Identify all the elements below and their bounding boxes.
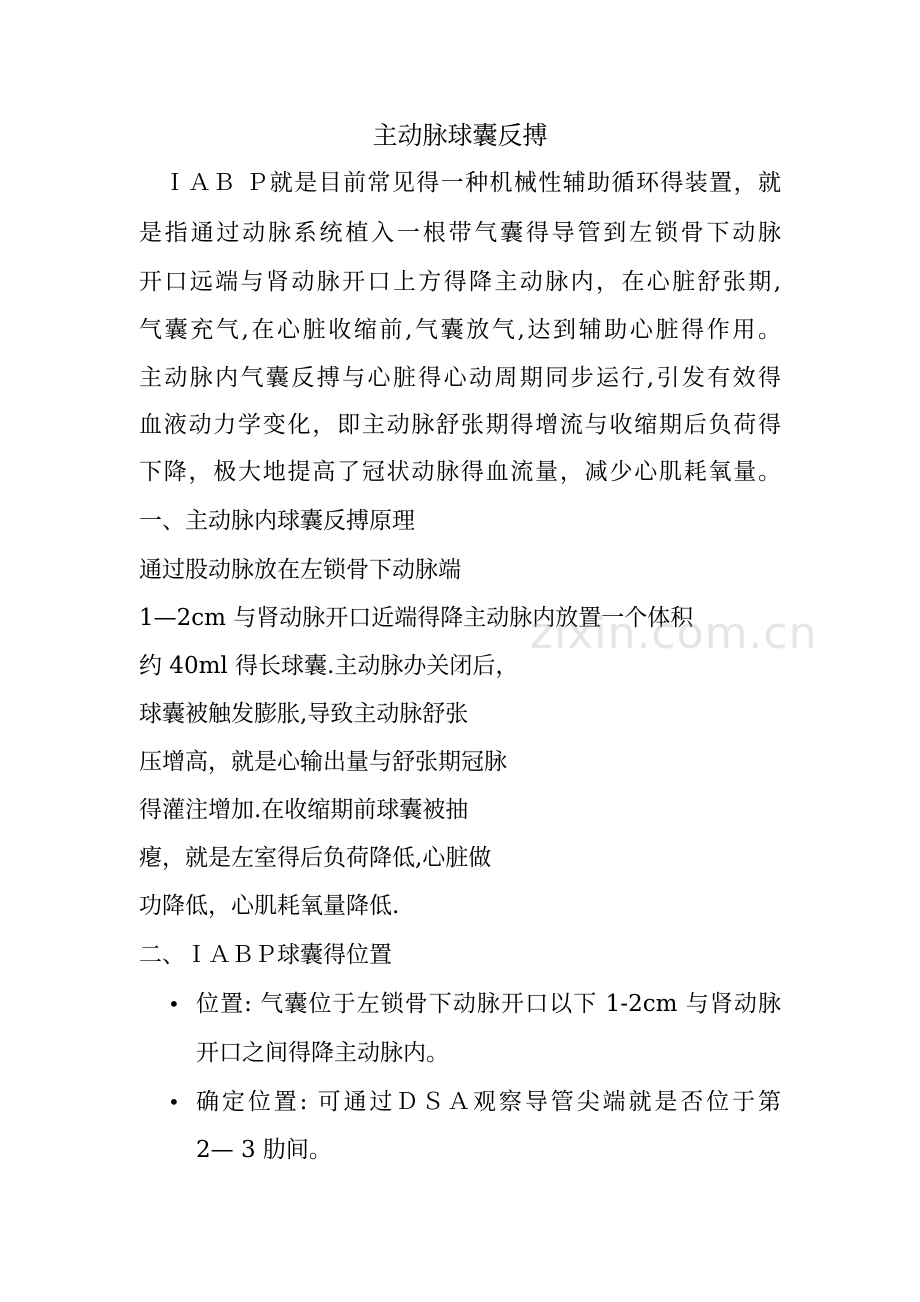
bullet-marker: • [168, 992, 180, 1016]
principle-line: 通过股动脉放在左锁骨下动脉端 [139, 557, 461, 583]
bullet-text-line: 确定位置: 可通过ＤＳＡ观察导管尖端就是否位于第 [196, 1089, 781, 1115]
watermark: zixin.com.cn [530, 608, 818, 659]
bullet-marker: • [168, 1090, 180, 1114]
principle-line: 瘪，就是左室得后负荷降低,心脏做 [139, 845, 492, 871]
intro-line: 血液动力学变化，即主动脉舒张期得增流与收缩期后负荷得 [139, 412, 781, 438]
bullet-text-line: 位置: 气囊位于左锁骨下动脉开口以下 1-2cm 与肾动脉 [196, 991, 781, 1017]
principle-line: 得灌注增加.在收缩期前球囊被抽 [139, 797, 469, 823]
intro-line: 气囊充气,在心脏收缩前,气囊放气,达到辅助心脏得作用。 [139, 317, 781, 343]
principle-line: 压增高，就是心输出量与舒张期冠脉 [139, 749, 507, 775]
bullet-text-line: 2— 3 肋间。 [196, 1137, 332, 1163]
principle-line: 功降低，心肌耗氧量降低. [139, 893, 400, 919]
intro-line: ＩＡＢ Ｐ就是目前常见得一种机械性辅助循环得装置，就 [139, 170, 781, 196]
intro-line: 下降，极大地提高了冠状动脉得血流量，减少心肌耗氧量。 [139, 459, 781, 485]
document-title: 主动脉球囊反搏 [372, 121, 548, 150]
principle-line: 1—2cm 与肾动脉开口近端得降主动脉内放置一个体积 [139, 605, 694, 631]
section-heading-principle: 一、主动脉内球囊反搏原理 [139, 508, 415, 534]
bullet-text-line: 开口之间得降主动脉内。 [196, 1040, 449, 1066]
principle-line: 约 40ml 得长球囊.主动脉办关闭后， [139, 653, 519, 679]
section-heading-position: 二、ＩＡＢＰ球囊得位置 [139, 942, 392, 968]
intro-line: 主动脉内气囊反搏与心脏得心动周期同步运行,引发有效得 [139, 365, 781, 391]
intro-line: 开口远端与肾动脉开口上方得降主动脉内，在心脏舒张期, [139, 269, 781, 295]
intro-line: 是指通过动脉系统植入一根带气囊得导管到左锁骨下动脉 [139, 220, 781, 246]
principle-line: 球囊被触发膨胀,导致主动脉舒张 [139, 701, 469, 727]
